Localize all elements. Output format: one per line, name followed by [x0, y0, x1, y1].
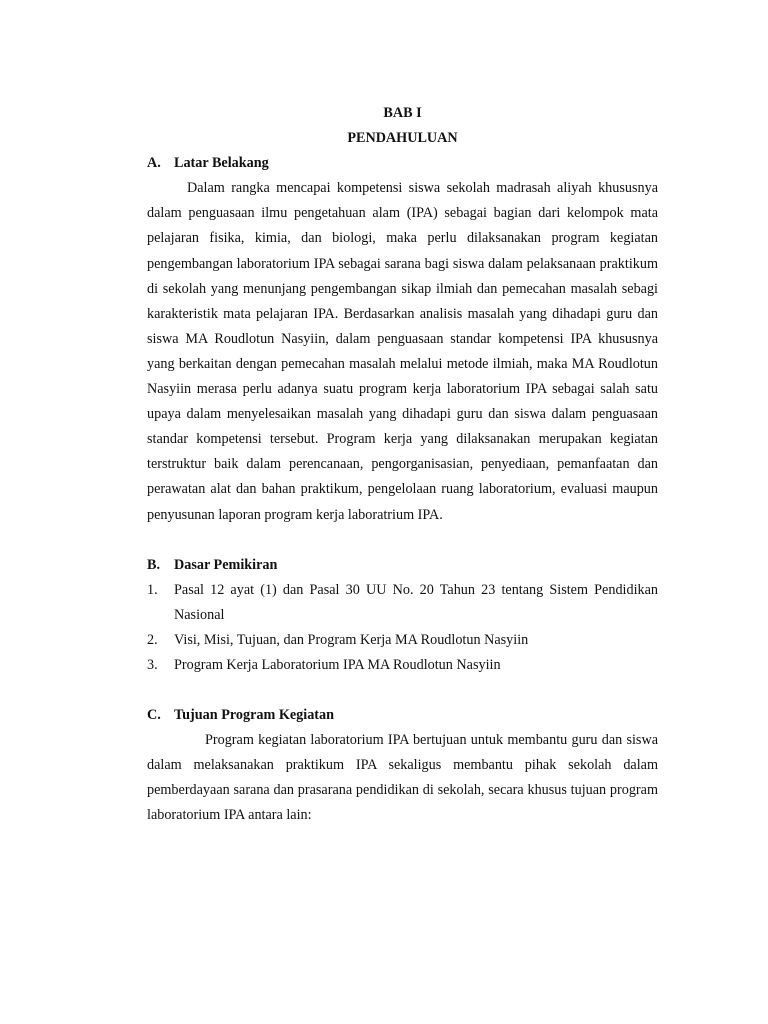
section-c-paragraph: Program kegiatan laboratorium IPA bertujuan untuk membantu guru dan siswa dalam melaksanakan praktikum IPA sekaligus membantu pihak sekolah dalam pemberdayaan sarana dan prasarana pendidikan di sekolah, secara khusus tujuan program laboratorium IPA antara lain:	[147, 732, 658, 824]
list-item-number: 3.	[147, 656, 158, 673]
dasar-pemikiran-list	[147, 578, 658, 678]
section-b-heading	[147, 553, 658, 578]
list-item	[147, 628, 658, 653]
section-c-title: Tujuan Program Kegiatan	[174, 707, 335, 724]
document-page	[147, 101, 658, 829]
section-a-paragraph: Dalam rangka mencapai kompetensi siswa sekolah madrasah aliyah khususnya dalam penguasaan ilmu pengetahuan alam (IPA) sebagai bagian dari kelompok mata pelajaran fisika, kimia, dan biologi, maka perlu dilaksanakan program kegiatan pengembangan laboratorium IPA sebagai sarana bagi siswa dalam pelaksanaan praktikum di sekolah yang menunjang pengembangan sikap ilmiah dan pemecahan masalah sebagi karakteristik mata pelajaran IPA. Berdasarkan analisis masalah yang dihadapi guru dan siswa MA Roudlotun Nasyiin, dalam penguasaan standar kompetensi IPA khususnya yang berkaitan dengan pemecahan masalah melalui metode ilmiah, maka MA Roudlotun Nasyiin merasa perlu adanya suatu program kerja laboratorium IPA sebagai salah satu upaya dalam menyelesaikan masalah yang dihadapi guru dan siswa dalam penguasaan standar kompetensi tersebut. Program kerja yang dilaksanakan merupakan kegiatan terstruktur baik dalam perencanaan, pengorganisasian, penyediaan, pemanfaatan dan perawatan alat dan bahan praktikum, pengelolaan ruang laboratorium, evaluasi maupun penyusunan laporan program kerja laboratrium IPA.	[147, 180, 658, 523]
list-item-number: 1.	[147, 581, 158, 598]
chapter-number: BAB I	[383, 105, 422, 121]
list-item	[147, 578, 658, 628]
section-b-letter: B.	[147, 556, 161, 573]
list-item-text: Pasal 12 ayat (1) dan Pasal 30 UU No. 20 Tahun 23 tentang Sistem Pendidikan Nasional	[174, 581, 658, 623]
list-item-text: Program Kerja Laboratorium IPA MA Roudlotun Nasyiin	[174, 656, 501, 673]
chapter-title: PENDAHULUAN	[347, 130, 458, 147]
section-a-heading	[147, 151, 658, 176]
section-a-letter: A.	[147, 155, 161, 172]
section-c-heading	[147, 703, 658, 728]
section-c-letter: C.	[147, 707, 161, 724]
list-item-text: Visi, Misi, Tujuan, dan Program Kerja MA Roudlotun Nasyiin	[174, 631, 529, 648]
list-item-number: 2.	[147, 631, 158, 648]
list-item	[147, 653, 658, 678]
section-b-title: Dasar Pemikiran	[174, 556, 278, 573]
section-a-title: Latar Belakang	[174, 155, 269, 172]
